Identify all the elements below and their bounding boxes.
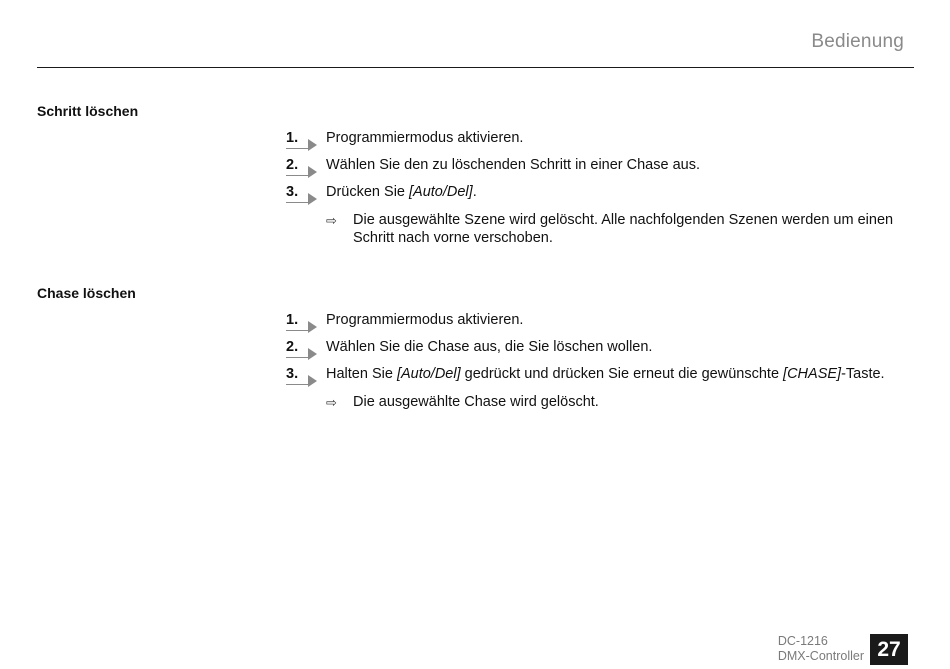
triangle-arrow-icon (308, 375, 317, 387)
page-number-badge: 27 (870, 634, 908, 665)
outline-arrow-icon: ⇨ (326, 213, 337, 228)
step-item (286, 130, 523, 150)
step-number: 2. (286, 157, 299, 173)
step-underline (286, 202, 310, 203)
key-label: [Auto/Del] (396, 366, 461, 382)
step-text: Halten Sie [Auto/Del] gedrückt und drücken Sie erneut die gewünschte [CHASE]-Taste. (326, 366, 885, 382)
step-number: 2. (286, 339, 299, 355)
key-label: [Auto/Del] (409, 184, 473, 200)
section-title: Chase löschen (37, 285, 136, 301)
step-number: 3. (286, 366, 299, 382)
step-item (286, 339, 652, 359)
section-title: Schritt löschen (37, 103, 139, 119)
triangle-arrow-icon (308, 139, 317, 151)
footer-product: DMX-Controller (777, 649, 864, 663)
outline-arrow-icon: ⇨ (326, 395, 337, 410)
step-underline (286, 148, 310, 149)
triangle-arrow-icon (308, 321, 317, 333)
step-number: 1. (286, 130, 299, 146)
header-divider (37, 67, 914, 68)
step-item (286, 184, 477, 204)
triangle-arrow-icon (308, 166, 317, 178)
step-text: Programmiermodus aktivieren. (326, 312, 524, 328)
step-text: Programmiermodus aktivieren. (326, 130, 524, 146)
result-text: Die ausgewählte Szene wird gelöscht. Alle nachfolgenden Szenen werden um einen Schritt nach vorne verschoben. (353, 212, 894, 246)
key-label: [CHASE] (783, 366, 842, 382)
triangle-arrow-icon (308, 348, 317, 360)
step-text: Wählen Sie die Chase aus, die Sie löschen wollen. (326, 339, 653, 355)
triangle-arrow-icon (308, 193, 317, 205)
step-item (286, 312, 523, 332)
step-underline (286, 175, 310, 176)
step-underline (286, 357, 310, 358)
step-number: 1. (286, 312, 299, 328)
step-item (286, 157, 700, 177)
step-underline (286, 384, 310, 385)
result-text: Die ausgewählte Chase wird gelöscht. (353, 394, 599, 410)
step-number: 3. (286, 184, 299, 200)
step-text: Wählen Sie den zu löschenden Schritt in einer Chase aus. (326, 157, 700, 173)
footer-model-info (778, 634, 864, 664)
step-underline (286, 330, 310, 331)
result-item (326, 393, 913, 412)
footer-model: DC-1216 (777, 634, 828, 648)
step-text: Drücken Sie [Auto/Del]. (326, 184, 477, 200)
result-item (326, 211, 913, 247)
step-item (286, 366, 885, 386)
header-title: Bedienung (811, 31, 904, 52)
